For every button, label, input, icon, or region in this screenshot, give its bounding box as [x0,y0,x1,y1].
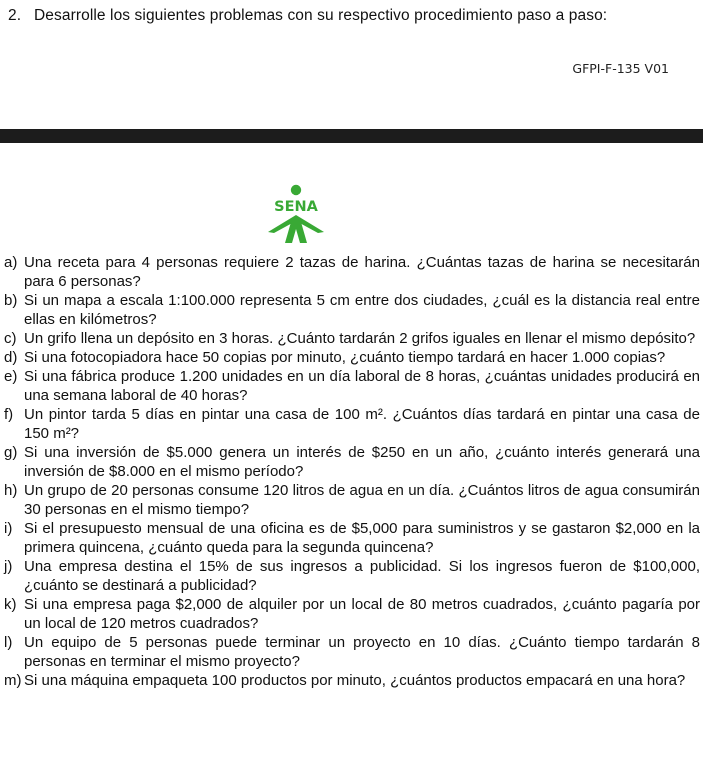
problem-letter: k) [4,596,17,613]
logo-dot-icon [291,185,301,195]
problem-j [0,557,700,595]
problem-k [0,595,700,633]
problem-text: Un pintor tarda 5 días en pintar una casa de 100 m². ¿Cuántos días tardará en pintar una casa de 150 m²? [24,406,700,442]
problem-e [0,367,700,405]
problem-i [0,519,700,557]
problem-text: Si una empresa paga $2,000 de alquiler por un local de 80 metros cuadrados, ¿cuánto pagaría por un local de 120 metros cuadrados? [24,596,700,632]
problem-text: Si una fotocopiadora hace 50 copias por minuto, ¿cuánto tiempo tardará en hacer 1.000 copias? [24,349,666,366]
problem-text: Un grifo llena un depósito en 3 horas. ¿Cuánto tardarán 2 grifos iguales en llenar el mismo depósito? [24,330,696,347]
problem-list [0,253,700,690]
problem-text: Una empresa destina el 15% de sus ingresos a publicidad. Si los ingresos fueron de $100,000, ¿cuánto se destinará a publicidad? [24,558,700,594]
problem-text: Si el presupuesto mensual de una oficina es de $5,000 para suministros y se gastaron $2,000 en la primera quincena, ¿cuánto queda para la segunda quincena? [24,520,700,556]
instructions-heading [8,6,698,26]
logo-text: SENA [274,199,318,215]
problem-letter: e) [4,368,18,385]
problem-c [0,329,700,348]
problem-text: Un equipo de 5 personas puede terminar un proyecto en 10 días. ¿Cuánto tiempo tardarán 8 personas en terminar el mismo proyecto? [24,634,700,670]
form-code: GFPI-F-135 V01 [572,61,669,76]
problem-text: Si una inversión de $5.000 genera un interés de $250 en un año, ¿cuánto interés generará una inversión de $8.000 en el mismo período? [24,444,700,480]
heading-number: 2. [8,7,22,24]
problem-letter: a) [4,254,18,271]
problem-text: Un grupo de 20 personas consume 120 litros de agua en un día. ¿Cuántos litros de agua consumirán 30 personas en el mismo tiempo? [24,482,700,518]
problem-letter: f) [4,406,14,423]
problem-text: Una receta para 4 personas requiere 2 tazas de harina. ¿Cuántas tazas de harina se necesitarán para 6 personas? [24,254,700,290]
problem-letter: d) [4,349,18,366]
problem-letter: g) [4,444,18,461]
problem-a [0,253,700,291]
logo-figure-icon [268,215,324,243]
problem-letter: j) [4,558,13,575]
problem-letter: m) [4,672,22,689]
divider-band [0,129,703,143]
problem-letter: i) [4,520,13,537]
problem-b [0,291,700,329]
problem-l [0,633,700,671]
problem-h [0,481,700,519]
problem-text: Si un mapa a escala 1:100.000 representa 5 cm entre dos ciudades, ¿cuál es la distancia real entre ellas en kilómetros? [24,292,700,328]
problem-text: Si una máquina empaqueta 100 productos por minuto, ¿cuántos productos empacará en una hora? [24,672,686,689]
problem-letter: l) [4,634,13,651]
problem-m [0,671,700,690]
problem-text: Si una fábrica produce 1.200 unidades en un día laboral de 8 horas, ¿cuántas unidades producirá en una semana laboral de 40 horas? [24,368,700,404]
problem-g [0,443,700,481]
problem-letter: c) [4,330,17,347]
problem-f [0,405,700,443]
sena-logo [265,183,327,243]
problem-letter: b) [4,292,18,309]
problem-letter: h) [4,482,18,499]
problem-d [0,348,700,367]
heading-text: Desarrolle los siguientes problemas con su respectivo procedimiento paso a paso: [34,7,608,24]
